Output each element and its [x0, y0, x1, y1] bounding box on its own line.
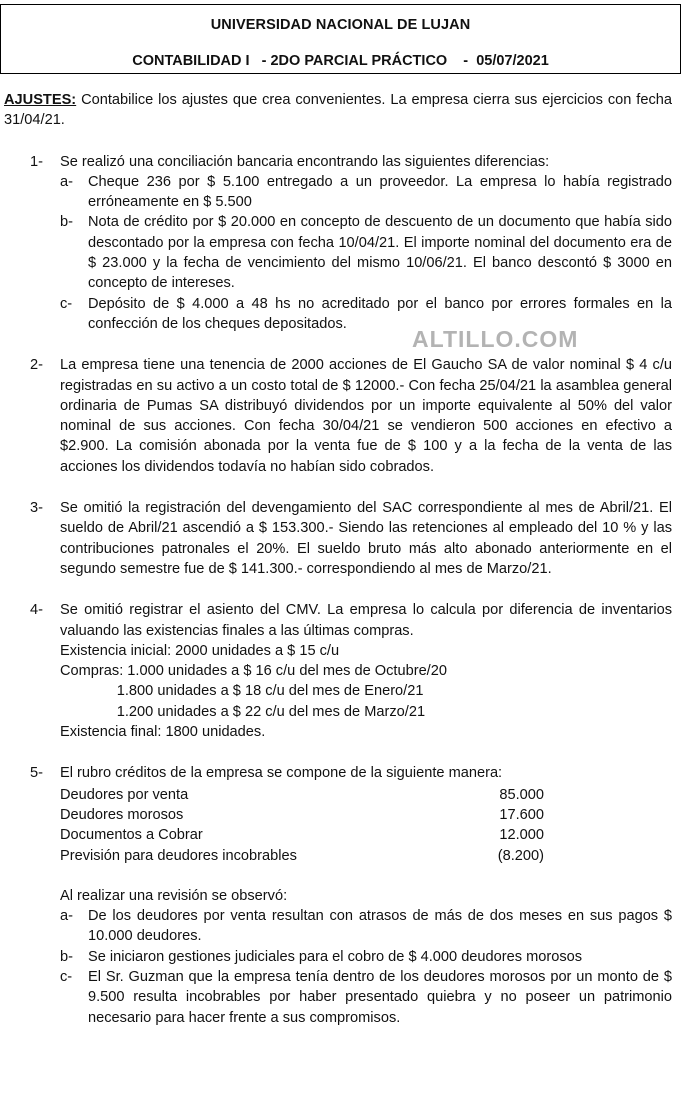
sub-item-letter: a-	[60, 908, 73, 925]
review-text: Al realizar una revisión se observó:	[60, 887, 288, 904]
item-text: Se omitió registrar el asiento del CMV. La empresa lo calcula por diferencia de inventarios valuando las existencias finales a las últimas compras.	[60, 602, 672, 639]
item-number: 5-	[30, 765, 43, 782]
inventory-line: Compras: 1.000 unidades a $ 16 c/u del mes de Octubre/20	[60, 663, 447, 680]
credit-row	[60, 785, 544, 805]
sub-item-text: El Sr. Guzman que la empresa tenía dentro de los deudores morosos por un monto de $ 9.500 resulta incobrables por haber presentado quiebra y no poseer un patrimonio necesario para hacer frente a sus compromisos.	[88, 968, 672, 1026]
sub-item-text: Nota de crédito por $ 20.000 en concepto de descuento de un documento que había sido descontado por la empresa con fecha 10/04/21. El importe nominal del documento era de $ 23.000 y la fecha de vencimiento del mismo 10/06/21. El banco descontó $ 3000 en concepto de intereses.	[88, 214, 672, 292]
credit-label: Previsión para deudores incobrables	[60, 847, 297, 864]
credit-row	[60, 805, 544, 825]
credit-value: (8.200)	[497, 847, 544, 864]
sub-item-b	[60, 212, 672, 293]
sub-item-letter: a-	[60, 173, 73, 190]
inventory-line: Existencia inicial: 2000 unidades a $ 15 c/u	[60, 642, 340, 659]
exercise-item-1	[4, 152, 672, 335]
item-text: Se omitió la registración del devengamiento del SAC correspondiente al mes de Abril/21. El sueldo de Abril/21 ascendió a $ 153.300.- Siendo las retenciones al empleado del 10 % y las contribuciones patronales el 20%. El sueldo bruto más alto abonado anteriormente en el segundo semestre fue de $ 141.300.- correspondiendo al mes de Marzo/21.	[60, 500, 672, 577]
sub-item-letter: b-	[60, 214, 73, 231]
exam-header	[0, 4, 681, 74]
exercise-item-3	[4, 498, 672, 579]
credit-value: 12.000	[499, 827, 544, 844]
item-number: 4-	[30, 602, 43, 619]
item-text: Se realizó una conciliación bancaria encontrando las siguientes diferencias:	[60, 153, 550, 170]
sub-item-text: De los deudores por venta resultan con atrasos de más de dos meses en sus pagos $ 10.000 deudores.	[88, 908, 672, 945]
intro-text: Contabilice los ajustes que crea convenientes. La empresa cierra sus ejercicios con fecha 31/04/21.	[4, 92, 672, 129]
intro-paragraph	[4, 90, 672, 131]
exam-title: CONTABILIDAD I - 2DO PARCIAL PRÁCTICO - 05/07/2021	[132, 53, 549, 69]
credit-value: 85.000	[499, 786, 544, 803]
item-number: 1-	[30, 153, 43, 170]
adjustments-heading: AJUSTES:	[4, 92, 77, 108]
sub-item-letter: c-	[60, 968, 73, 985]
sub-item-text: Cheque 236 por $ 5.100 entregado a un proveedor. La empresa lo había registrado erróneamente en $ 5.500	[88, 173, 672, 211]
sub-item-b	[60, 947, 672, 967]
item-text: La empresa tiene una tenencia de 2000 acciones de El Gaucho SA de valor nominal $ 4 c/u registradas en su activo a un costo total de $ 12000.- Con fecha 25/04/21 la asamblea general ordinaria de Pumas SA distribuyó dividendos por un importe equivalente al 50% del valor nominal de sus acciones. Con fecha 30/04/21 se vendieron 500 acciones en efectivo a $2.900. La comisión abonada por la venta fue de $ 100 y a la fecha de la venta de las acciones los dividendos todavía no habían sido cobrados.	[60, 357, 672, 475]
sub-item-text: Depósito de $ 4.000 a 48 hs no acreditado por el banco por errores formales en la confección de los cheques depositados.	[88, 295, 672, 332]
sub-item-c	[60, 294, 672, 335]
credits-table	[60, 785, 544, 866]
sub-item-a	[60, 172, 672, 213]
credit-label: Deudores por venta	[60, 786, 189, 803]
sub-item-c	[60, 967, 672, 1028]
item-text: El rubro créditos de la empresa se compone de la siguiente manera:	[60, 765, 503, 782]
sub-item-a	[60, 906, 672, 947]
exercise-item-4	[4, 600, 672, 742]
sub-item-letter: c-	[60, 295, 73, 312]
exam-body	[4, 90, 672, 1028]
watermark: ALTILLO.COM	[412, 326, 579, 352]
credit-value: 17.600	[499, 806, 544, 823]
exercise-item-2	[4, 355, 672, 477]
sub-item-text: Se iniciaron gestiones judiciales para el cobro de $ 4.000 deudores morosos	[88, 948, 583, 965]
inventory-line: 1.200 unidades a $ 22 c/u del mes de Marzo/21	[60, 703, 426, 720]
exercise-item-5	[4, 763, 672, 1028]
university-title: UNIVERSIDAD NACIONAL DE LUJAN	[210, 17, 471, 33]
credit-label: Deudores morosos	[60, 806, 184, 823]
item-number: 2-	[30, 357, 43, 374]
inventory-line: Existencia final: 1800 unidades.	[60, 724, 266, 741]
sub-item-letter: b-	[60, 948, 73, 965]
inventory-line: 1.800 unidades a $ 18 c/u del mes de Enero/21	[60, 683, 424, 700]
credit-label: Documentos a Cobrar	[60, 827, 203, 844]
credit-row	[60, 846, 544, 866]
credit-row	[60, 825, 544, 845]
item-number: 3-	[30, 500, 43, 517]
